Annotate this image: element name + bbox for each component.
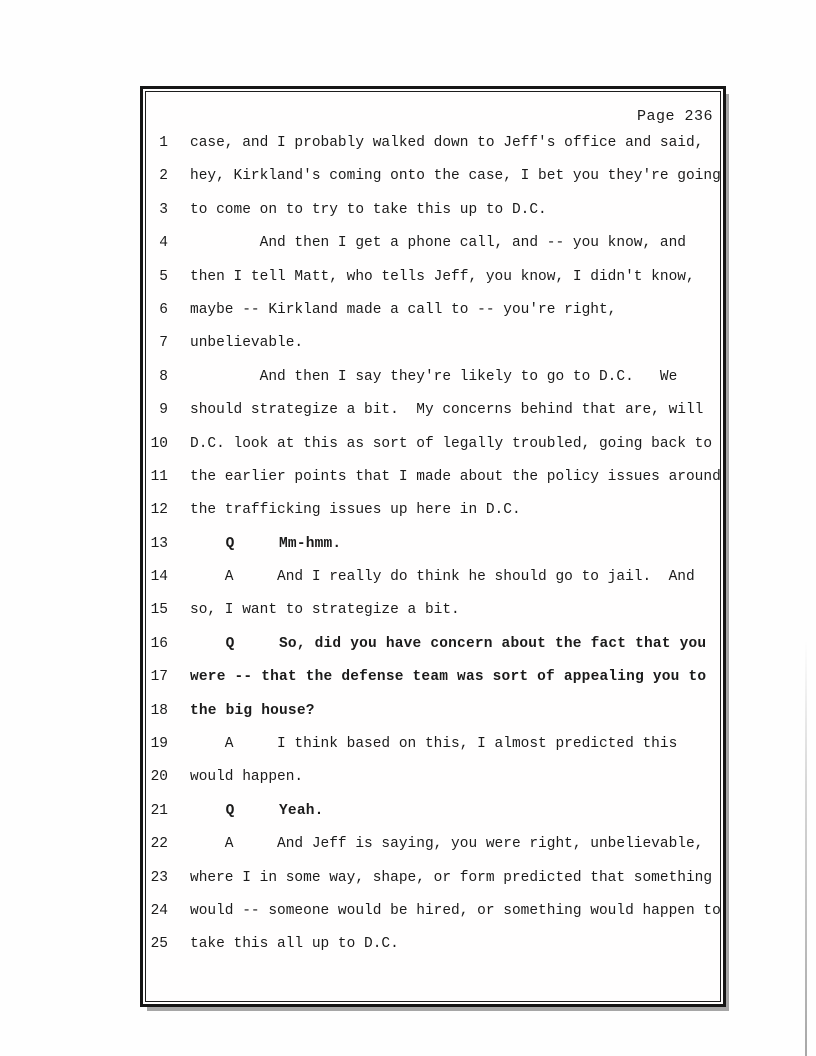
transcript-line: [146, 668, 720, 701]
transcript-line: [146, 201, 720, 234]
line-number: 22: [150, 836, 168, 853]
line-text: A And I really do think he should go to jail. And: [190, 569, 695, 586]
line-number: 7: [159, 335, 168, 352]
scan-artifact-line: [805, 640, 807, 1056]
line-number: 20: [150, 769, 168, 786]
transcript-line: [146, 768, 720, 801]
line-number: 6: [159, 301, 168, 318]
line-number: 5: [159, 268, 168, 285]
line-number: 25: [150, 936, 168, 953]
transcript-line: [146, 501, 720, 534]
line-number: 13: [150, 535, 168, 552]
line-text: hey, Kirkland's coming onto the case, I bet you they're going: [190, 168, 721, 185]
transcript-lines: [146, 134, 720, 969]
transcript-line: [146, 167, 720, 200]
line-number: 4: [159, 235, 168, 252]
transcript-line: [146, 468, 720, 501]
line-number: 21: [150, 802, 168, 819]
line-number: 12: [150, 502, 168, 519]
line-number: 24: [150, 902, 168, 919]
line-text: Q Yeah.: [190, 802, 324, 819]
transcript-line: [146, 268, 720, 301]
transcript-line: [146, 568, 720, 601]
line-text: then I tell Matt, who tells Jeff, you know, I didn't know,: [190, 268, 695, 285]
transcript-line: [146, 902, 720, 935]
line-number: 9: [159, 402, 168, 419]
line-number: 15: [150, 602, 168, 619]
line-text: the big house?: [190, 702, 315, 719]
transcript-line: [146, 368, 720, 401]
transcript-border-inner-rule: [145, 91, 721, 1002]
line-text: to come on to try to take this up to D.C.: [190, 201, 547, 218]
line-number: 17: [150, 669, 168, 686]
line-number: 1: [159, 135, 168, 151]
line-text: take this all up to D.C.: [190, 936, 399, 953]
line-number: 18: [150, 702, 168, 719]
transcript-line: [146, 601, 720, 634]
line-number: 8: [159, 368, 168, 385]
transcript-line: [146, 535, 720, 568]
line-text: A And Jeff is saying, you were right, unbelievable,: [190, 836, 704, 853]
line-text: unbelievable.: [190, 335, 304, 352]
line-text: And then I say they're likely to go to D.C. We: [190, 368, 678, 385]
line-text: the trafficking issues up here in D.C.: [190, 502, 521, 519]
line-number: 19: [150, 736, 168, 753]
line-number: 11: [150, 468, 168, 485]
transcript-line: [146, 134, 720, 167]
transcript-line: [146, 869, 720, 902]
transcript-line: [146, 234, 720, 267]
line-number: 3: [159, 201, 168, 218]
transcript-line: [146, 735, 720, 768]
transcript-line: [146, 702, 720, 735]
line-number: 16: [150, 635, 168, 652]
line-number: 10: [150, 435, 168, 452]
transcript-line: [146, 635, 720, 668]
line-text: Q So, did you have concern about the fact that you: [190, 635, 707, 652]
line-text: should strategize a bit. My concerns behind that are, will: [190, 402, 704, 419]
line-text: the earlier points that I made about the policy issues around: [190, 468, 721, 485]
line-text: were -- that the defense team was sort of appealing you to: [190, 669, 707, 686]
transcript-line: [146, 935, 720, 968]
line-text: D.C. look at this as sort of legally troubled, going back to: [190, 435, 713, 452]
line-text: Q Mm-hmm.: [190, 535, 342, 552]
line-text: A I think based on this, I almost predicted this: [190, 736, 678, 753]
line-text: so, I want to strategize a bit.: [190, 602, 460, 619]
transcript-line: [146, 435, 720, 468]
transcript-line: [146, 401, 720, 434]
line-text: maybe -- Kirkland made a call to -- you're right,: [190, 301, 617, 318]
transcript-line: [146, 301, 720, 334]
line-text: where I in some way, shape, or form predicted that something: [190, 869, 713, 886]
transcript-line: [146, 835, 720, 868]
line-text: And then I get a phone call, and -- you know, and: [190, 235, 686, 252]
transcript-line: [146, 802, 720, 835]
page-number-header: Page 236: [636, 108, 713, 125]
transcript-border-frame: [140, 86, 726, 1007]
transcript-line: [146, 334, 720, 367]
line-text: case, and I probably walked down to Jeff's office and said,: [190, 135, 704, 151]
line-text: would -- someone would be hired, or something would happen to: [190, 902, 721, 919]
line-text: would happen.: [190, 769, 304, 786]
line-number: 23: [150, 869, 168, 886]
line-number: 2: [159, 168, 168, 185]
line-number: 14: [150, 569, 168, 586]
